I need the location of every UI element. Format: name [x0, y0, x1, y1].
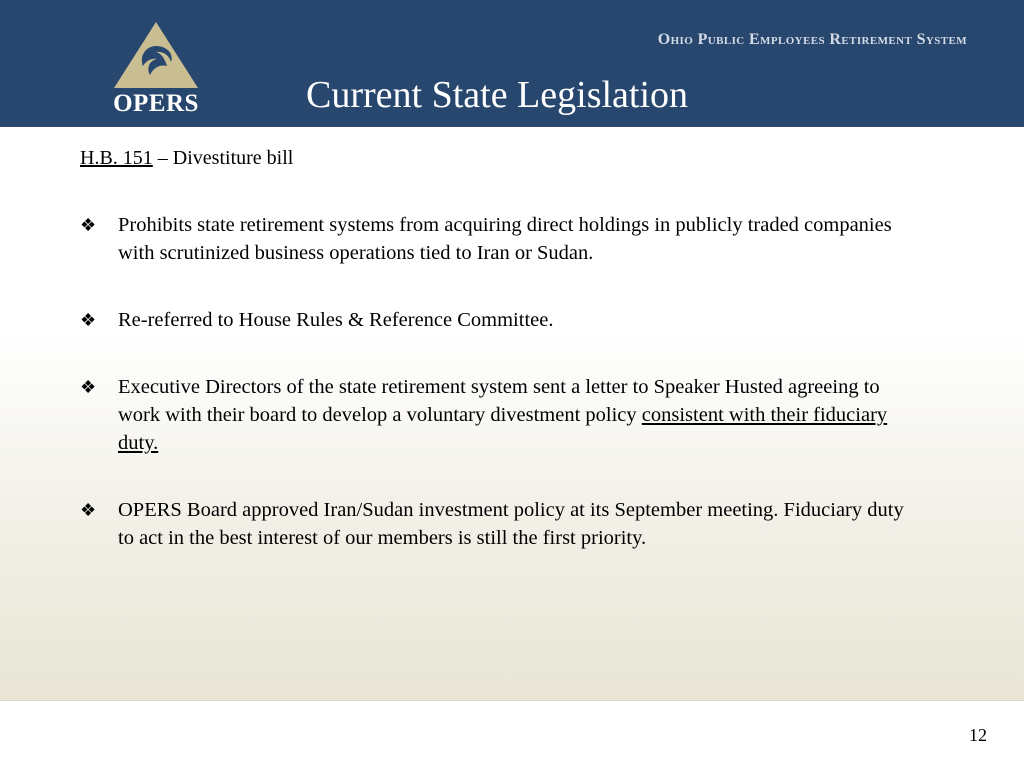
bullet-text: OPERS Board approved Iran/Sudan investment policy at its September meeting. Fiduciary duty to act in the best interest of our members is still the first priority.: [118, 499, 904, 549]
bill-number: H.B. 151: [80, 147, 153, 169]
diamond-bullet-icon: ❖: [80, 377, 97, 397]
page-number: 12: [969, 725, 987, 745]
opers-triangle-icon: [112, 20, 200, 90]
organization-name: Ohio Public Employees Retirement System: [657, 31, 967, 48]
bill-heading: [80, 146, 293, 170]
header-banner: [0, 0, 1024, 127]
bullet-list: [80, 211, 910, 552]
diamond-bullet-icon: ❖: [80, 310, 97, 330]
bullet-item: [80, 373, 910, 457]
bullet-underlined-text: consistent with their fiduciary duty.: [118, 404, 888, 454]
opers-logo: [104, 20, 208, 120]
logo-text: OPERS: [113, 90, 199, 117]
bullet-text: Prohibits state retirement systems from acquiring direct holdings in publicly traded companies with scrutinized business operations tied to Iran or Sudan.: [118, 214, 892, 264]
bullet-item: [80, 306, 910, 334]
diamond-bullet-icon: ❖: [80, 500, 97, 520]
slide-title: Current State Legislation: [306, 74, 689, 116]
bullet-text: Executive Directors of the state retirement system sent a letter to Speaker Husted agreeing to work with their board to develop a voluntary divestment policy: [118, 376, 880, 426]
bullet-item: [80, 496, 910, 552]
bill-description: – Divestiture bill: [152, 147, 294, 169]
bullet-text: Re-referred to House Rules & Reference Committee.: [118, 309, 554, 331]
diamond-bullet-icon: ❖: [80, 215, 97, 235]
footer-divider: [0, 700, 1024, 701]
bullet-item: [80, 211, 910, 267]
